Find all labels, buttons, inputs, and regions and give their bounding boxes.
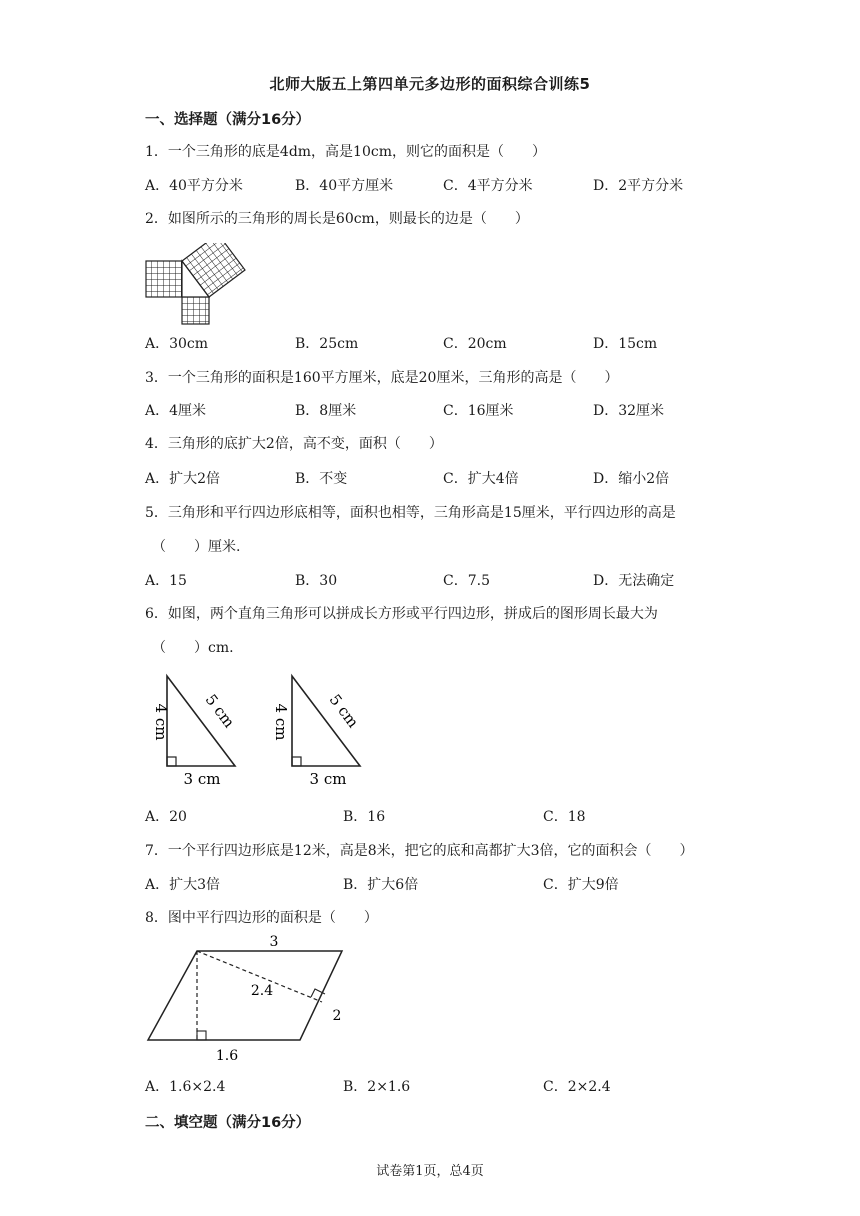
option-a[interactable]: A．4厘米 [145,403,207,419]
page-title: 北师大版五上第四单元多边形的面积综合训练5 [269,75,591,93]
question-5-options [145,570,745,590]
option-c[interactable]: C．7.5 [443,573,490,589]
square-grid-figure [145,243,255,325]
question-6-options [145,806,745,826]
question-2-options [145,333,745,353]
question-5: 5．三角形和平行四边形底相等，面积也相等，三角形高是15厘米，平行四边形的高是 [145,505,676,521]
option-b[interactable]: B．8厘米 [295,403,357,419]
question-6-continued: （ ）cm. [152,640,234,656]
section-heading-choice: 一、选择题（满分16分） [145,112,311,128]
option-d[interactable]: D．32厘米 [593,403,665,419]
label-top: 3 [269,934,279,950]
question-8-options [145,1076,745,1096]
section-heading-fill: 二、填空题（满分16分） [145,1115,311,1131]
option-c[interactable]: C．20cm [443,336,507,352]
question-3: 3．一个三角形的面积是160平方厘米，底是20厘米，三角形的高是（ ） [145,370,619,386]
option-d[interactable]: D．无法确定 [593,573,675,589]
option-a[interactable]: A．15 [145,573,187,589]
option-c[interactable]: C．4平方分米 [443,178,533,194]
label-base: 3 cm [309,770,347,788]
option-c[interactable]: C．16厘米 [443,403,514,419]
question-2: 2．如图所示的三角形的周长是60cm，则最长的边是（ ） [145,211,529,227]
option-a[interactable]: A．扩大3倍 [145,877,221,893]
question-1: 1．一个三角形的底是4dm，高是10cm，则它的面积是（ ） [145,144,546,160]
question-7: 7．一个平行四边形底是12米，高是8米，把它的底和高都扩大3倍，它的面积会（ ） [145,843,694,859]
question-1-options [145,175,745,195]
option-b[interactable]: B．16 [343,809,386,825]
option-b[interactable]: B．30 [295,573,338,589]
option-d[interactable]: D．15cm [593,336,658,352]
option-b[interactable]: B．25cm [295,336,359,352]
label-dashed-height: 2.4 [250,983,274,999]
option-b[interactable]: B．40平方厘米 [295,178,394,194]
option-b[interactable]: B．2×1.6 [343,1079,411,1095]
right-triangles-figure [140,670,390,794]
label-hypotenuse: 5 cm [201,690,239,732]
option-a[interactable]: A．30cm [145,336,209,352]
label-side: 2 [332,1008,342,1024]
question-7-options [145,874,745,894]
question-8: 8．图中平行四边形的面积是（ ） [145,910,378,926]
option-a[interactable]: A．40平方分米 [145,178,243,194]
question-4: 4．三角形的底扩大2倍，高不变，面积（ ） [145,436,443,452]
parallelogram [148,951,342,1040]
label-height: 4 cm [272,703,290,741]
option-c[interactable]: C．扩大9倍 [543,877,619,893]
parallelogram-figure [140,933,360,1065]
question-5-continued: （ ）厘米. [152,539,241,555]
option-c[interactable]: C．2×2.4 [543,1079,611,1095]
question-6: 6．如图，两个直角三角形可以拼成长方形或平行四边形，拼成后的图形周长最大为 [145,606,658,622]
label-base: 3 cm [183,770,221,788]
option-b[interactable]: B．不变 [295,471,348,487]
option-a[interactable]: A．1.6×2.4 [145,1079,226,1095]
option-d[interactable]: D．2平方分米 [593,178,684,194]
label-hypotenuse: 5 cm [325,690,363,732]
question-4-options [145,468,745,488]
question-3-options [145,400,745,420]
page-footer: 试卷第1页，总4页 [376,1164,484,1179]
option-a[interactable]: A．20 [145,809,187,825]
label-bottom: 1.6 [215,1048,239,1064]
label-height: 4 cm [152,703,170,741]
option-c[interactable]: C．18 [543,809,586,825]
option-b[interactable]: B．扩大6倍 [343,877,419,893]
option-d[interactable]: D．缩小2倍 [593,471,670,487]
option-a[interactable]: A．扩大2倍 [145,471,221,487]
option-c[interactable]: C．扩大4倍 [443,471,519,487]
